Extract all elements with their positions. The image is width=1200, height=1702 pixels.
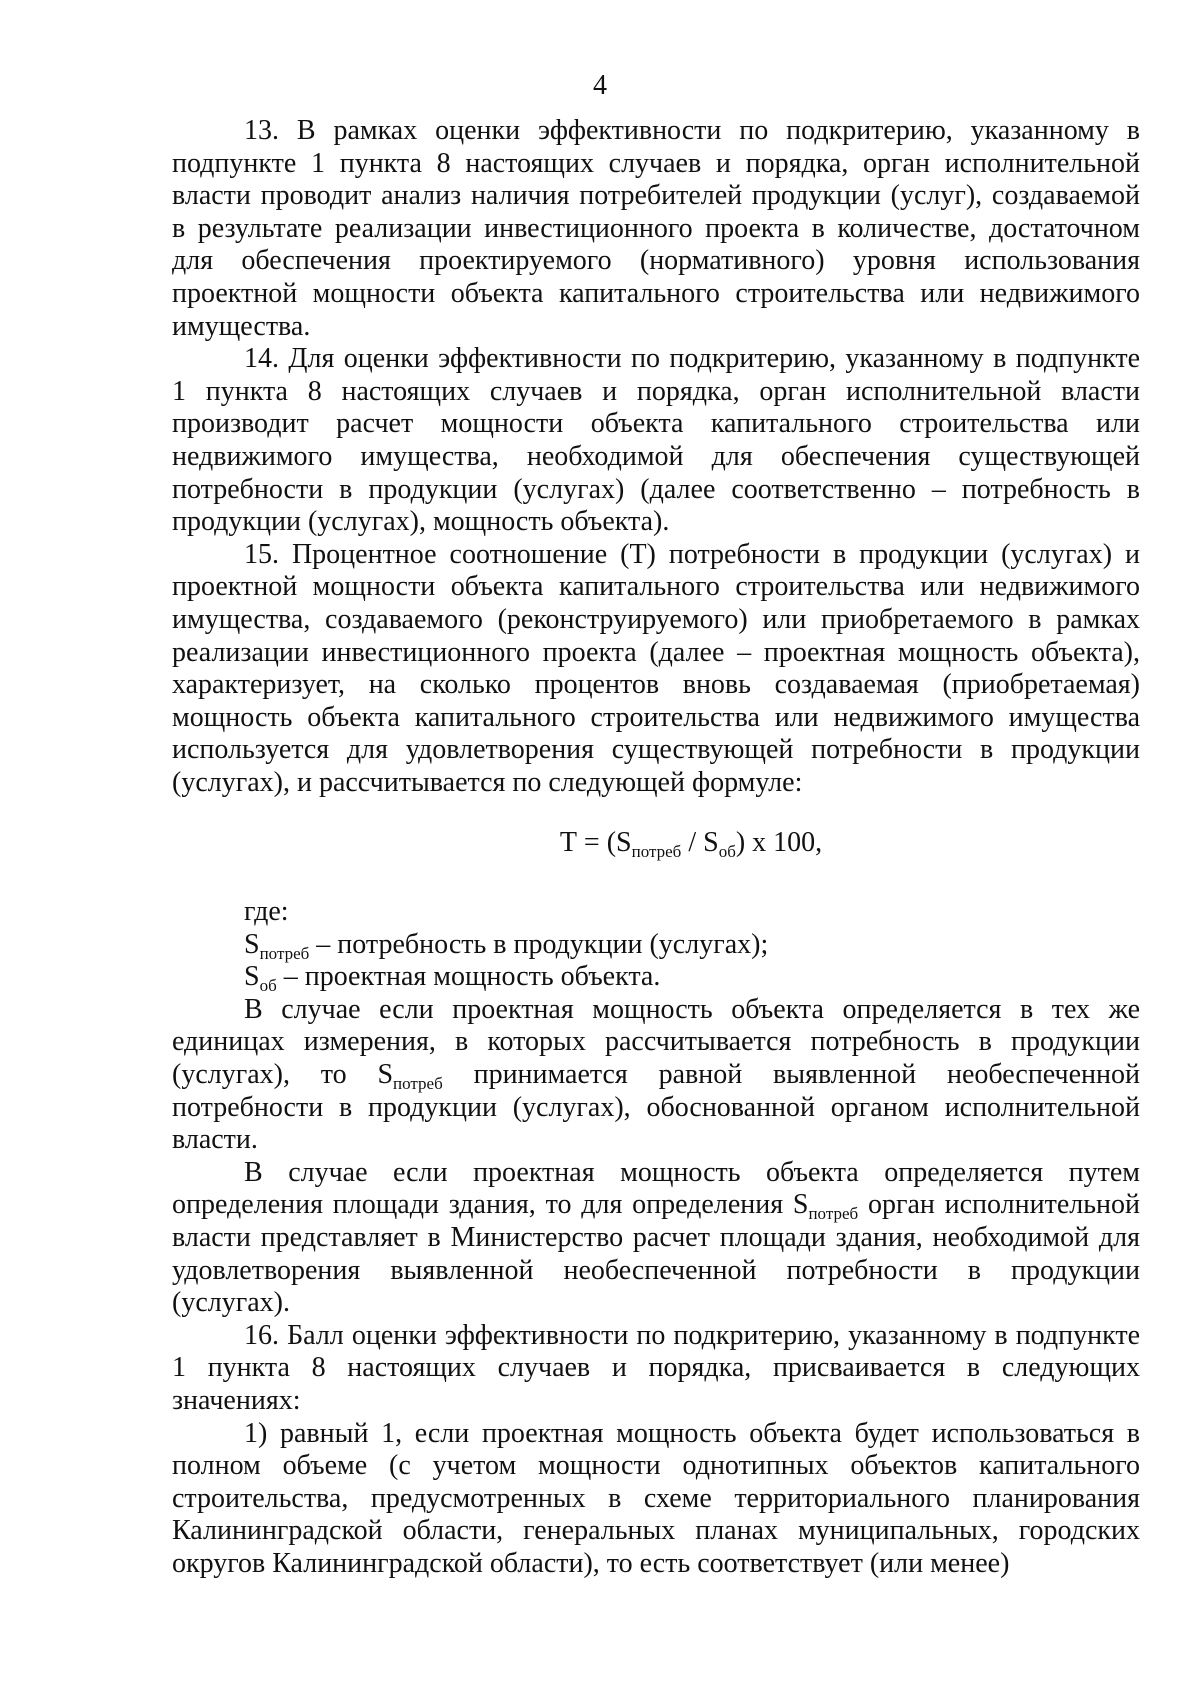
paragraph-13: 13. В рамках оценки эффективности по подкритерию, указанному в подпункте 1 пункта 8 настоящих случаев и порядка, орган исполнительной власти проводит анализ наличия потребителей продукции (услуг), создаваемой в результате реализации инвестиционного проекта в количестве, достаточном для обеспечения проектируемого (нормативного) уровня использования проектной мощности объекта капитального строительства или недвижимого имущества. — [172, 115, 1140, 342]
paragraph-14: 14. Для оценки эффективности по подкритерию, указанному в подпункте 1 пункта 8 настоящих случаев и порядка, орган исполнительной власти производит расчет мощности объекта капитального строительства или недвижимого имущества, необходимой для обеспечения существующей потребности в продукции (услугах) (далее соответственно – потребность в продукции (услугах), мощность объекта). — [172, 343, 1140, 538]
formula-subscript-demand: потреб — [631, 842, 682, 862]
definition-capacity-text: – проектная мощность объекта. — [276, 961, 661, 993]
definition-capacity-symbol: S — [244, 961, 260, 993]
where-label: где: — [244, 896, 289, 928]
paragraph-16: 16. Балл оценки эффективности по подкритерию, указанному в подпункте 1 пункта 8 настоящих случаев и порядка, присваивается в следующих значениях: — [172, 1319, 1140, 1416]
formula-rhs: ) х 100, — [735, 827, 823, 859]
paragraph-15: 15. Процентное соотношение (Т) потребности в продукции (услугах) и проектной мощности объекта капитального строительства или недвижимого имущества, создаваемого (реконструируемого) или приобретаемого в рамках реализации инвестиционного проекта (далее – проектная мощность объекта), характеризует, на сколько процентов вновь создаваемая (приобретаемая) мощность объекта капитального строительства или недвижимого имущества используется для удовлетворения существующей потребности в продукции (услугах), и рассчитывается по следующей формуле: — [172, 538, 1140, 798]
building-area-text-start: В случае если проектная мощность объекта определяется путем определения площади здания, то для определения S — [172, 1156, 1140, 1221]
page-number: 4 — [593, 70, 607, 101]
list-item-1: 1) равный 1, если проектная мощность объекта будет использоваться в полном объеме (с учетом мощности однотипных объектов капитального строительства, предусмотренных в схеме территориального планирования Калининградской области, генеральных планах муниципальных, городских округов Калининградской области), то есть соответствует (или менее) — [172, 1417, 1140, 1579]
document-body — [172, 115, 1140, 1581]
definition-capacity — [172, 961, 1140, 994]
same-units-text-start: В случае если проектная мощность объекта определяется в тех же единицах измерения, в которых рассчитывается потребность в продукции (услугах), то S — [172, 993, 1140, 1091]
formula-divider: / S — [681, 827, 719, 859]
definition-capacity-subscript: об — [259, 976, 277, 996]
formula-lhs: Т = (S — [559, 827, 632, 859]
paragraph-building-area — [172, 1157, 1140, 1320]
definition-demand-subscript: потреб — [259, 943, 310, 963]
formula-subscript-object: об — [718, 842, 736, 862]
paragraph-same-units — [172, 994, 1140, 1157]
formula — [172, 827, 1140, 860]
definition-demand-symbol: S — [244, 928, 260, 960]
building-area-text-end: орган исполнительной власти представляет в Министерство расчет площади здания, необходимой для удовлетворения выявленной необеспеченной потребности в продукции (услугах). — [172, 1189, 1140, 1319]
same-units-subscript: потреб — [393, 1073, 443, 1093]
definition-demand-text: – потребность в продукции (услугах); — [309, 928, 769, 960]
definition-demand — [172, 929, 1140, 962]
same-units-text-end: принимается равной выявленной необеспеченной потребности в продукции (услугах), обоснованной органом исполнительной власти. — [172, 1059, 1140, 1156]
building-area-subscript: потреб — [808, 1204, 859, 1224]
